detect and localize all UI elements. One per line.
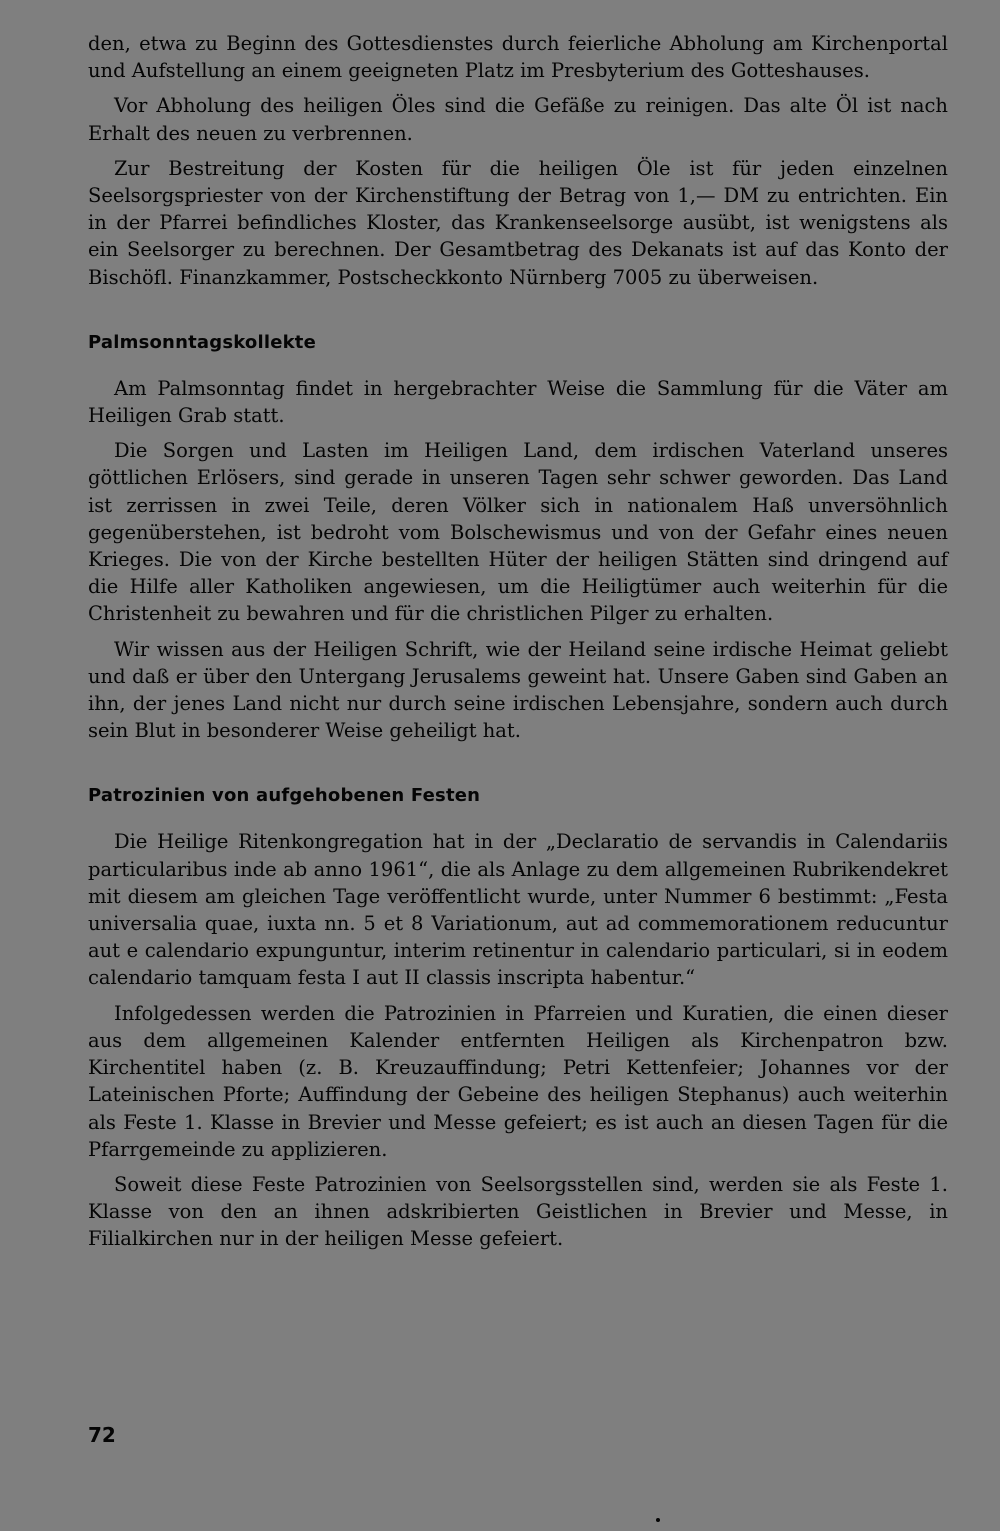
paragraph-patro-2: Infolgedessen werden die Patrozinien in Pfarreien und Kuratien, die einen dieser aus dem allgemeinen Kalender entfernten Heiligen als Kirchenpatron bzw. Kirchentitel haben (z. B. Kreuzauffindung; Petri Kettenfeier; Johannes vor der Lateinischen Pforte; Auffindung der Gebeine des heiligen Stephanus) auch weiterhin als Feste 1. Klasse in Brevier und Messe gefeiert; es ist auch an diesen Tagen für die Pfarrgemeinde zu applizieren. bbox=[88, 1001, 948, 1161]
section-heading-palmsonntag: Palmsonntagskollekte bbox=[88, 331, 317, 353]
paragraph-palm-1: Am Palmsonntag findet in hergebrachter Weise die Sammlung für die Väter am Heiligen Grab statt. bbox=[88, 376, 948, 428]
paragraph-palm-3: Wir wissen aus der Heiligen Schrift, wie der Heiland seine irdische Heimat geliebt und daß er über den Untergang Jerusalems geweint hat. Unsere Gaben sind Gaben an ihn, der jenes Land nicht nur durch seine irdischen Lebensjahre, sondern auch durch sein Blut in besonderer Weise geheiligt hat. bbox=[88, 637, 948, 743]
print-speck bbox=[656, 1518, 660, 1522]
paragraph-palm-2: Die Sorgen und Lasten im Heiligen Land, dem irdischen Vaterland unseres göttlichen Erlösers, sind gerade in unseren Tagen sehr schwer geworden. Das Land ist zerrissen in zwei Teile, deren Völker sich in nationalem Haß unversöhnlich gegenüberstehen, ist bedroht vom Bolschewismus und von der Gefahr eines neuen Krieges. Die von der Kirche bestellten Hüter der heiligen Stätten sind dringend auf die Hilfe aller Katholiken angewiesen, um die Heiligtümer auch weiterhin für die Christenheit zu bewahren und für die christlichen Pilger zu erhalten. bbox=[88, 439, 948, 626]
section-heading-patrozinien: Patrozinien von aufgehobenen Festen bbox=[88, 785, 481, 807]
paragraph-patro-3: Soweit diese Feste Patrozinien von Seelsorgsstellen sind, werden sie als Feste 1. Klasse von den an ihnen adskribierten Geistlichen in Brevier und Messe, in Filialkirchen nur in der heiligen Messe gefeiert. bbox=[88, 1172, 948, 1251]
paragraph-patro-1: Die Heilige Ritenkongregation hat in der „Declaratio de servandis in Calendariis particularibus inde ab anno 1961“, die als Anlage zu dem allgemeinen Rubrikendekret mit diesem am gleichen Tage veröffentlicht wurde, unter Nummer 6 bestimmt: „Festa universalia quae, iuxta nn. 5 et 8 Variationum, aut ad commemorationem reducuntur aut e calendario expunguntur, interim retinentur in calendario particulari, si in eodem calendario tamquam festa I aut II classis inscripta habentur.“ bbox=[88, 830, 948, 990]
paragraph-intro-3: Zur Bestreitung der Kosten für die heiligen Öle ist für jeden einzelnen Seelsorgspriester von der Kirchenstiftung der Betrag von 1,— DM zu entrichten. Ein in der Pfarrei befindliches Kloster, das Krankenseelsorge ausübt, ist wenigstens als ein Seelsorger zu berechnen. Der Gesamtbetrag des Dekanats ist auf das Konto der Bischöfl. Finanzkammer, Postscheckkonto Nürnberg 7005 zu überweisen. bbox=[88, 156, 948, 289]
paragraph-intro-1: den, etwa zu Beginn des Gottesdienstes durch feierliche Abholung am Kirchenportal und Aufstellung an einem geeigneten Platz im Presbyterium des Gotteshauses. bbox=[88, 32, 948, 83]
paragraph-intro-2: Vor Abholung des heiligen Öles sind die Gefäße zu reinigen. Das alte Öl ist nach Erhalt des neuen zu verbrennen. bbox=[88, 94, 948, 145]
document-page bbox=[88, 30, 948, 1253]
page-number: 72 bbox=[88, 1423, 116, 1447]
